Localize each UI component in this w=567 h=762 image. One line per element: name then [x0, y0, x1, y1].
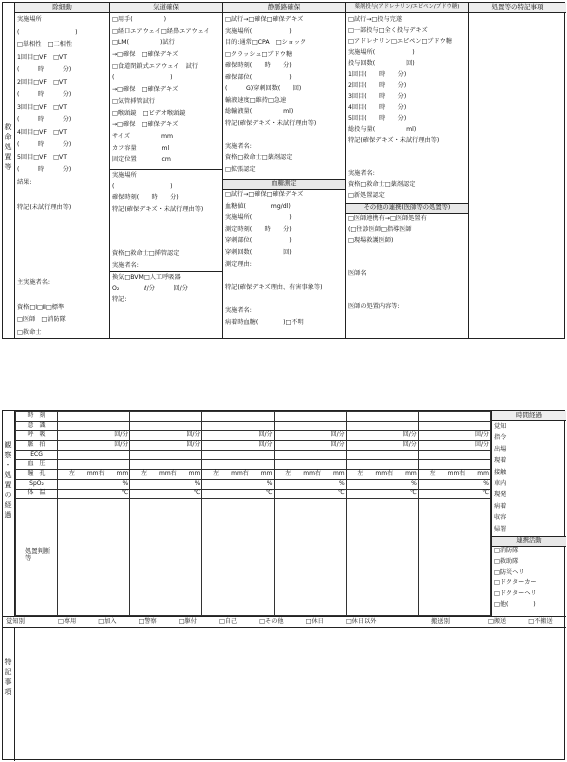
bottom-side-label-cell [3, 411, 15, 616]
vitals-row [16, 470, 491, 480]
vitals-row-label: 呼 吸 [16, 431, 58, 441]
glucose-title: 血糖測定 [223, 179, 345, 190]
form-line: 現着 [494, 457, 507, 465]
vitals-cell[interactable] [58, 421, 130, 431]
vitals-cell[interactable]: 回/分 [58, 431, 130, 441]
form-line: 穿刺部位( ) [225, 237, 292, 245]
form-line [223, 129, 345, 141]
vitals-cell[interactable] [130, 412, 202, 422]
vitals-row-label: 意 識 [16, 421, 58, 431]
vitals-row [16, 450, 491, 460]
vitals-cell[interactable]: 回/分 [346, 441, 418, 451]
form-line: ( 時 分) [17, 141, 72, 148]
col-airway [110, 3, 223, 338]
vitals-cell[interactable]: 左 mm右 mm [202, 470, 274, 480]
transport-label: 搬送別 [431, 618, 450, 625]
form-line: 接触 [494, 468, 507, 476]
vitals-cell[interactable]: 回/分 [130, 431, 202, 441]
vitals-cell[interactable] [274, 460, 346, 470]
vitals-cell[interactable] [202, 450, 274, 460]
form-line: □拡張認定 [225, 165, 256, 173]
time-title: 時間経過 [492, 411, 566, 421]
form-line: 特記(確保デキズ理由、有害事象等) [225, 283, 323, 291]
form-line: ( G)穿刺回数( 回) [225, 85, 302, 92]
form-line: □アドレナリン□エピペン□ブドウ糖 [348, 38, 453, 45]
notice-row [3, 616, 566, 628]
vitals-cell[interactable]: 回/分 [346, 431, 418, 441]
vitals-cell[interactable] [274, 412, 346, 422]
form-line: 実施者名: [348, 170, 375, 177]
form-line [15, 189, 109, 202]
vitals-cell[interactable]: 左 mm右 mm [418, 470, 490, 480]
remarks-label-cell [3, 628, 15, 761]
form-line: □一部投与□全く投与デキズ [348, 27, 428, 34]
form-line: 穿刺回数( 回) [225, 248, 292, 256]
vitals-row-label: 脈 拍 [16, 441, 58, 451]
vitals-cell[interactable]: ℃ [274, 489, 346, 499]
checkbox-option[interactable]: □休日 [305, 618, 324, 625]
col-defibrillation [15, 3, 110, 338]
remarks-label: 特記事項 [4, 658, 13, 698]
form-line: 確保時刻( 時 分) [225, 62, 292, 69]
form-line: 総輸液量( ml) [225, 108, 294, 115]
vitals-cell[interactable]: 回/分 [202, 431, 274, 441]
vitals-row [16, 479, 491, 489]
form-line: 4回目( 時 分) [348, 104, 407, 111]
form-line: □他( ) [494, 600, 536, 608]
form-line: 2回目□VF □VT [17, 78, 67, 86]
vitals-cell[interactable]: ℃ [202, 489, 274, 499]
form-line: □医師 □消防隊 [17, 316, 66, 323]
coop-title: 連携活動 [492, 536, 566, 547]
col-drug [346, 3, 469, 338]
form-line: 医師の処置内容等: [348, 303, 400, 310]
vitals-cell[interactable] [202, 412, 274, 422]
judgement-input[interactable] [274, 499, 346, 616]
vitals-cell[interactable]: 回/分 [418, 431, 490, 441]
form-line [15, 264, 109, 277]
form-line [223, 270, 345, 282]
form-line [110, 215, 222, 226]
form-line: □食道閉鎖式エアウェイ 試行 [112, 62, 199, 70]
form-line: 投与回数( 回) [348, 60, 415, 67]
form-line: □防災ヘリ [494, 568, 525, 576]
form-line [346, 257, 468, 268]
col-iv-access [223, 3, 346, 338]
form-line: □試行→□確保□確保デキズ [225, 191, 304, 198]
vitals-cell[interactable]: % [418, 479, 490, 489]
col-iv-access-body [223, 14, 345, 175]
bottom-form [2, 410, 565, 760]
form-line: 医師名 [348, 270, 367, 277]
form-line: 資格□救命士□薬剤認定 [225, 154, 293, 161]
form-line: 総投与量( ml) [348, 126, 417, 133]
form-line: 出場 [494, 445, 507, 453]
vitals-cell[interactable]: % [58, 479, 130, 489]
form-line: ( 時 分) [17, 91, 72, 98]
form-line: 実施者名: [225, 142, 252, 150]
form-line: 実施場所( ) [225, 27, 292, 35]
form-line [223, 293, 345, 305]
col-airway-title: 気道確保 [110, 3, 222, 13]
vitals-cell[interactable] [130, 421, 202, 431]
form-line: 輸液速度□維持□急速 [225, 96, 287, 104]
judgement-input[interactable] [346, 499, 418, 616]
col-remarks [469, 3, 566, 338]
form-line: 1回目□VF □VT [17, 53, 67, 61]
form-line: ( 時 分) [17, 66, 72, 73]
judgement-input[interactable] [58, 499, 130, 616]
form-line: □新処置認定 [348, 192, 385, 199]
form-line: 特記(確保デキズ・未試行理由等) [112, 205, 204, 213]
vitals-cell[interactable] [58, 450, 130, 460]
form-line: ( ) [112, 74, 173, 82]
form-line: □気管挿管試行 [112, 97, 155, 105]
form-line: 測定時刻( 時 分) [225, 225, 292, 233]
form-line: 特記: [112, 296, 127, 303]
form-line: 換気□BVM□人工呼吸器 [112, 274, 181, 281]
form-line: 特記(確保デキズ・未試行理由等) [348, 137, 440, 144]
form-line: 固定位置 cm [112, 156, 171, 164]
form-line: サイズ mm [112, 132, 174, 140]
form-line [346, 157, 468, 168]
checkbox-option[interactable]: □専用 [58, 618, 77, 625]
vitals-cell[interactable] [130, 460, 202, 470]
form-line: □医師連携有→□医師処置有 [348, 215, 427, 222]
form-line: 2回目( 時 分) [348, 82, 407, 89]
form-line: 3回目□VF □VT [17, 103, 67, 111]
vitals-cell[interactable]: ℃ [418, 489, 490, 499]
vitals-cell[interactable]: 左 mm右 mm [346, 470, 418, 480]
checkbox-option[interactable]: □その他 [259, 618, 284, 625]
form-line: 血糖値( mg/dl) [225, 202, 291, 210]
judgement-input[interactable] [418, 499, 490, 616]
form-line: 車内 [494, 479, 507, 487]
form-line: カフ容量 ml [112, 144, 170, 152]
vitals-row-label: 時 刻 [16, 412, 58, 422]
form-line: 主実施者名: [17, 278, 51, 286]
judgement-label: 処置判断等 [25, 548, 51, 563]
vitals-cell[interactable] [58, 412, 130, 422]
vitals-cell[interactable]: ℃ [130, 489, 202, 499]
vitals-row [16, 441, 491, 451]
vitals-row-label: ECG [16, 450, 58, 460]
time-panel [491, 411, 566, 616]
form-line: 実施場所( ) [225, 214, 292, 222]
col-remarks-title: 処置等の特記事項 [469, 3, 566, 13]
vitals-cell[interactable] [274, 421, 346, 431]
vitals-cell[interactable]: 左 mm右 mm [58, 470, 130, 480]
vitals-row-label: 体 温 [16, 489, 58, 499]
vitals-cell[interactable] [202, 421, 274, 431]
vitals-row-label: SpO₂ [16, 479, 58, 489]
form-line: →□確保 □確保デキズ [112, 121, 179, 129]
form-line: 病着 [494, 502, 507, 510]
form-line: 指令 [494, 434, 507, 442]
vitals-row-label: 瞳 孔 [16, 470, 58, 480]
form-line: 結果: [17, 178, 32, 186]
notice-label: 覚知別 [6, 618, 25, 625]
form-line: 資格□救命士□挿管認定 [112, 250, 180, 258]
col-other-coop-body [346, 213, 468, 312]
form-line: O₂ ℓ/分 回/分 [112, 285, 188, 292]
form-line [346, 290, 468, 301]
form-line [346, 146, 468, 157]
form-line: 確保部位( ) [225, 73, 292, 81]
form-line: 覚知 [494, 423, 507, 430]
form-line: □ドクターヘリ [494, 590, 537, 598]
form-line: →□確保 □確保デキズ [112, 86, 179, 94]
form-line [346, 279, 468, 290]
form-line: 実施場所 [17, 16, 42, 23]
form-line: 3回目( 時 分) [348, 93, 407, 100]
form-line: 特記(確保デキズ・未試行理由等) [225, 119, 317, 127]
form-line: □消防隊 [494, 547, 519, 554]
form-line: (□往診医師□指導医師 [348, 226, 412, 233]
other-coop-title: その他の連携(医師等の処置等) [346, 203, 468, 214]
form-line: ( 時 分) [17, 116, 72, 123]
form-line: □経口エアウェイ□経鼻エアウェイ [112, 27, 210, 35]
form-line: □クラッシュ□ブドウ糖 [225, 50, 293, 58]
form-line: ( ) [112, 183, 173, 191]
form-line: 現発 [494, 491, 507, 499]
form-line: 実施者名: [112, 261, 139, 269]
form-line: →□確保 □確保デキズ [112, 51, 179, 59]
vitals-row [16, 421, 491, 431]
vitals-cell[interactable]: 左 mm右 mm [130, 470, 202, 480]
vitals-cell[interactable] [418, 450, 490, 460]
top-form [2, 2, 565, 339]
form-line: □試行→□確保□確保デキズ [225, 16, 304, 23]
vitals-row [16, 412, 491, 422]
form-line [15, 239, 109, 252]
form-line: 5回目( 時 分) [348, 115, 407, 122]
form-line: □ドクターカー [494, 579, 537, 587]
form-line [110, 226, 222, 237]
col-drug-title: 薬剤投与(アドレナリン/エピペン/ブドウ糖) [346, 3, 468, 13]
form-line: 1回目( 時 分) [348, 71, 407, 78]
vitals-table [15, 411, 491, 616]
vitals-cell[interactable] [274, 450, 346, 460]
form-line: □喉頭鏡 □ビデオ喉頭鏡 [112, 109, 186, 117]
form-line: 目的:通常□CPA □ショック [225, 39, 307, 46]
form-line: 測定理由: [225, 260, 252, 268]
checkbox-option[interactable]: □搬送 [488, 618, 507, 625]
form-line: 特記(未試行理由等) [17, 203, 72, 211]
form-line: ( ) [17, 28, 78, 36]
vitals-cell[interactable]: 回/分 [202, 441, 274, 451]
vitals-cell[interactable] [418, 460, 490, 470]
col-drug-body [346, 14, 468, 201]
vitals-row-label: 血 圧 [16, 460, 58, 470]
vitals-cell[interactable] [58, 460, 130, 470]
vitals-cell[interactable] [418, 412, 490, 422]
form-line: ( 時 分) [17, 166, 72, 173]
top-side-label-cell [3, 3, 15, 338]
vitals-cell[interactable]: 左 mm右 mm [274, 470, 346, 480]
vitals-cell[interactable]: 回/分 [58, 441, 130, 451]
vitals-cell[interactable]: ℃ [346, 489, 418, 499]
form-line [15, 227, 109, 240]
vitals-cell[interactable] [346, 460, 418, 470]
vitals-cell[interactable] [202, 460, 274, 470]
vitals-cell[interactable]: % [202, 479, 274, 489]
vitals-row [16, 489, 491, 499]
form-line: □現場救護医師) [348, 237, 394, 244]
vitals-cell[interactable]: 回/分 [274, 441, 346, 451]
bottom-side-label: 観察・処置の経過 [4, 441, 13, 521]
form-line: 実施者名: [225, 306, 252, 314]
checkbox-option[interactable]: □自己 [218, 618, 238, 625]
form-line: □用手( ) [112, 16, 166, 23]
judgement-input[interactable] [202, 499, 274, 616]
form-line: □試行→□投与完遂 [348, 16, 403, 23]
form-line [15, 214, 109, 227]
vitals-cell[interactable]: % [274, 479, 346, 489]
checkbox-option[interactable]: □不搬送 [528, 618, 553, 625]
form-line: 資格□Ⅰ□Ⅱ□標準 [17, 303, 65, 311]
col-airway-body [110, 14, 222, 166]
form-line [15, 289, 109, 302]
vitals-cell[interactable] [346, 421, 418, 431]
form-line [15, 252, 109, 265]
form-line [110, 237, 222, 248]
vitals-cell[interactable]: 回/分 [130, 441, 202, 451]
vitals-cell[interactable]: ℃ [58, 489, 130, 499]
form-line: 資格□救命士□薬剤認定 [348, 181, 416, 188]
col-glucose-body [223, 189, 345, 328]
vitals-cell[interactable]: 回/分 [418, 441, 490, 451]
vitals-cell[interactable]: % [130, 479, 202, 489]
form-line [346, 246, 468, 257]
form-line: □救助隊 [494, 557, 519, 565]
col-airway-ventilation [110, 272, 222, 305]
form-line: □単相性 □二相性 [17, 41, 73, 48]
checkbox-option[interactable]: □加入 [98, 618, 117, 625]
form-line: 病着時血糖( )□不明 [225, 318, 304, 326]
form-line: 5回目□VF □VT [17, 153, 67, 161]
checkbox-option[interactable]: □警察 [138, 618, 157, 625]
col-defibrillation-body [15, 14, 109, 339]
form-line: 実施場所( ) [348, 49, 415, 56]
top-side-label: 救命処置等 [4, 123, 13, 173]
col-iv-access-title: 静脈路確保 [223, 3, 345, 13]
vitals-cell[interactable]: 回/分 [274, 431, 346, 441]
form-line: 収容 [494, 514, 507, 522]
vitals-cell[interactable] [346, 450, 418, 460]
checkbox-option[interactable]: □駆付 [178, 618, 197, 625]
form-line: □LM( )試行 [112, 39, 175, 47]
vitals-cell[interactable] [346, 412, 418, 422]
vitals-row [16, 460, 491, 470]
vitals-row [16, 431, 491, 441]
form-line: 実施場所 [112, 172, 137, 179]
vitals-cell[interactable] [130, 450, 202, 460]
checkbox-option[interactable]: □休日以外 [345, 618, 377, 625]
vitals-cell[interactable] [418, 421, 490, 431]
col-airway-sub [110, 170, 222, 271]
form-line: 確保時刻( 時 分) [112, 194, 179, 202]
form-line: 4回目□VF □VT [17, 128, 67, 136]
vitals-cell[interactable]: % [346, 479, 418, 489]
form-line: 帰署 [494, 525, 507, 533]
form-line: □救命士 [17, 328, 42, 336]
col-defibrillation-title: 除細動 [15, 3, 109, 13]
judgement-input[interactable] [130, 499, 202, 616]
